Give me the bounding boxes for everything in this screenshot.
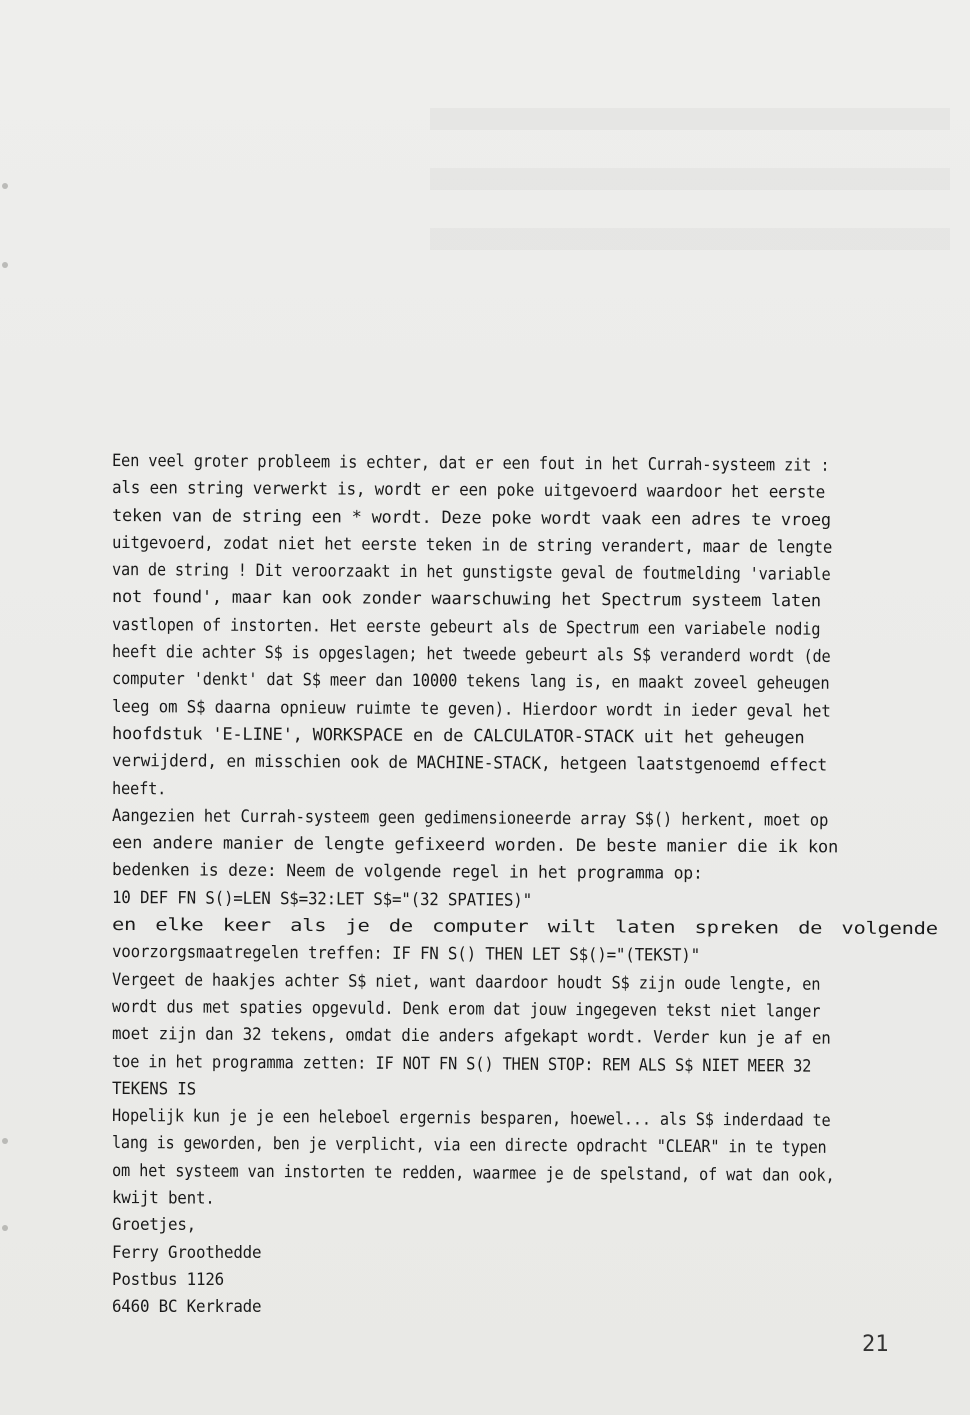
body-line: bedenken is deze: Neem de volgende regel in het programma op: — [111, 860, 703, 885]
signature-block — [112, 1212, 927, 1321]
author-name: Ferry Groothedde — [112, 1242, 262, 1263]
body-line: Een veel groter probleem is echter, dat er een fout in het Currah-systeem zit : — [111, 451, 830, 476]
body-line: heeft die achter S$ is opgeslagen; het tweede gebeurt als S$ veranderd wordt (de — [111, 642, 831, 667]
body-line: een andere manier de lengte gefixeerd worden. De beste manier die ik kon — [111, 833, 839, 858]
page-number: 21 — [862, 1332, 889, 1357]
body-line: Hopelijk kun je je een heleboel ergernis besparen, hoewel... als S$ inderdaad te — [111, 1106, 831, 1132]
letter-body — [111, 448, 938, 1322]
body-line: wordt dus met spaties opgevuld. Denk erom dat jouw ingegeven tekst niet langer — [111, 996, 821, 1022]
show-through-heading — [430, 70, 950, 250]
edge-speck — [2, 262, 8, 268]
address-line: 6460 BC Kerkrade — [112, 1297, 262, 1318]
body-line: en elke keer als je de computer wilt laten spreken de volgende — [111, 915, 938, 940]
body-line: verwijderd, en misschien ook de MACHINE-STACK, hetgeen laatstgenoemd effect — [111, 751, 828, 776]
edge-speck — [2, 1138, 8, 1144]
edge-speck — [2, 1225, 8, 1231]
body-line: hoofdstuk 'E-LINE', WORKSPACE en de CALCULATOR-STACK uit het geheugen — [111, 723, 805, 749]
body-line: teken van de string een * wordt. Deze poke wordt vaak een adres te vroeg — [111, 505, 831, 531]
body-line: heeft. — [111, 778, 167, 799]
body-line: van de string ! Dit veroorzaakt in het gunstigste geval de foutmelding 'variable — [111, 560, 831, 586]
body-line: lang is geworden, ben je verplicht, via een directe opdracht "CLEAR" in te typen — [111, 1133, 827, 1159]
address-line: Postbus 1126 — [112, 1269, 224, 1290]
body-line: uitgevoerd, zodat niet het eerste teken in de string verandert, maar de lengte — [111, 532, 833, 558]
body-line: TEKENS IS — [111, 1078, 197, 1100]
body-line: leeg om S$ daarna opnieuw ruimte te geven). Hierdoor wordt in ieder geval het — [111, 696, 831, 722]
edge-speck — [2, 183, 8, 189]
body-line: moet zijn dan 32 tekens, omdat die anders afgekapt wordt. Verder kun je af en — [111, 1024, 831, 1049]
body-line: kwijt bent. — [111, 1188, 215, 1209]
body-line: Aangezien het Currah-systeem geen gedimensioneerde array S$() herkent, moet op — [111, 805, 829, 831]
body-line: not found', maar kan ook zonder waarschuwing het Spectrum systeem laten — [111, 587, 821, 612]
body-line: als een string verwerkt is, wordt er een poke uitgevoerd waardoor het eerste — [111, 478, 826, 503]
body-line: voorzorgsmaatregelen treffen: IF FN S() THEN LET S$()="(TEKST)" — [111, 942, 700, 967]
closing: Groetjes, — [112, 1215, 197, 1236]
program-line: 10 DEF FN S()=LEN S$=32:LET S$="(32 SPATIES)" — [111, 887, 533, 911]
body-line: toe in het programma zetten: IF NOT FN S() THEN STOP: REM ALS S$ NIET MEER 32 — [111, 1051, 812, 1077]
body-line: vastlopen of instorten. Het eerste gebeurt als de Spectrum een variabele nodig — [111, 614, 821, 640]
body-line: om het systeem van instorten te redden, waarmee je de spelstand, of wat dan ook, — [111, 1160, 835, 1186]
body-line: Vergeet de haakjes achter S$ niet, want daardoor houdt S$ zijn oude lengte, en — [111, 969, 821, 995]
body-line: computer 'denkt' dat S$ meer dan 10000 tekens lang is, en maakt zoveel geheugen — [111, 669, 830, 695]
